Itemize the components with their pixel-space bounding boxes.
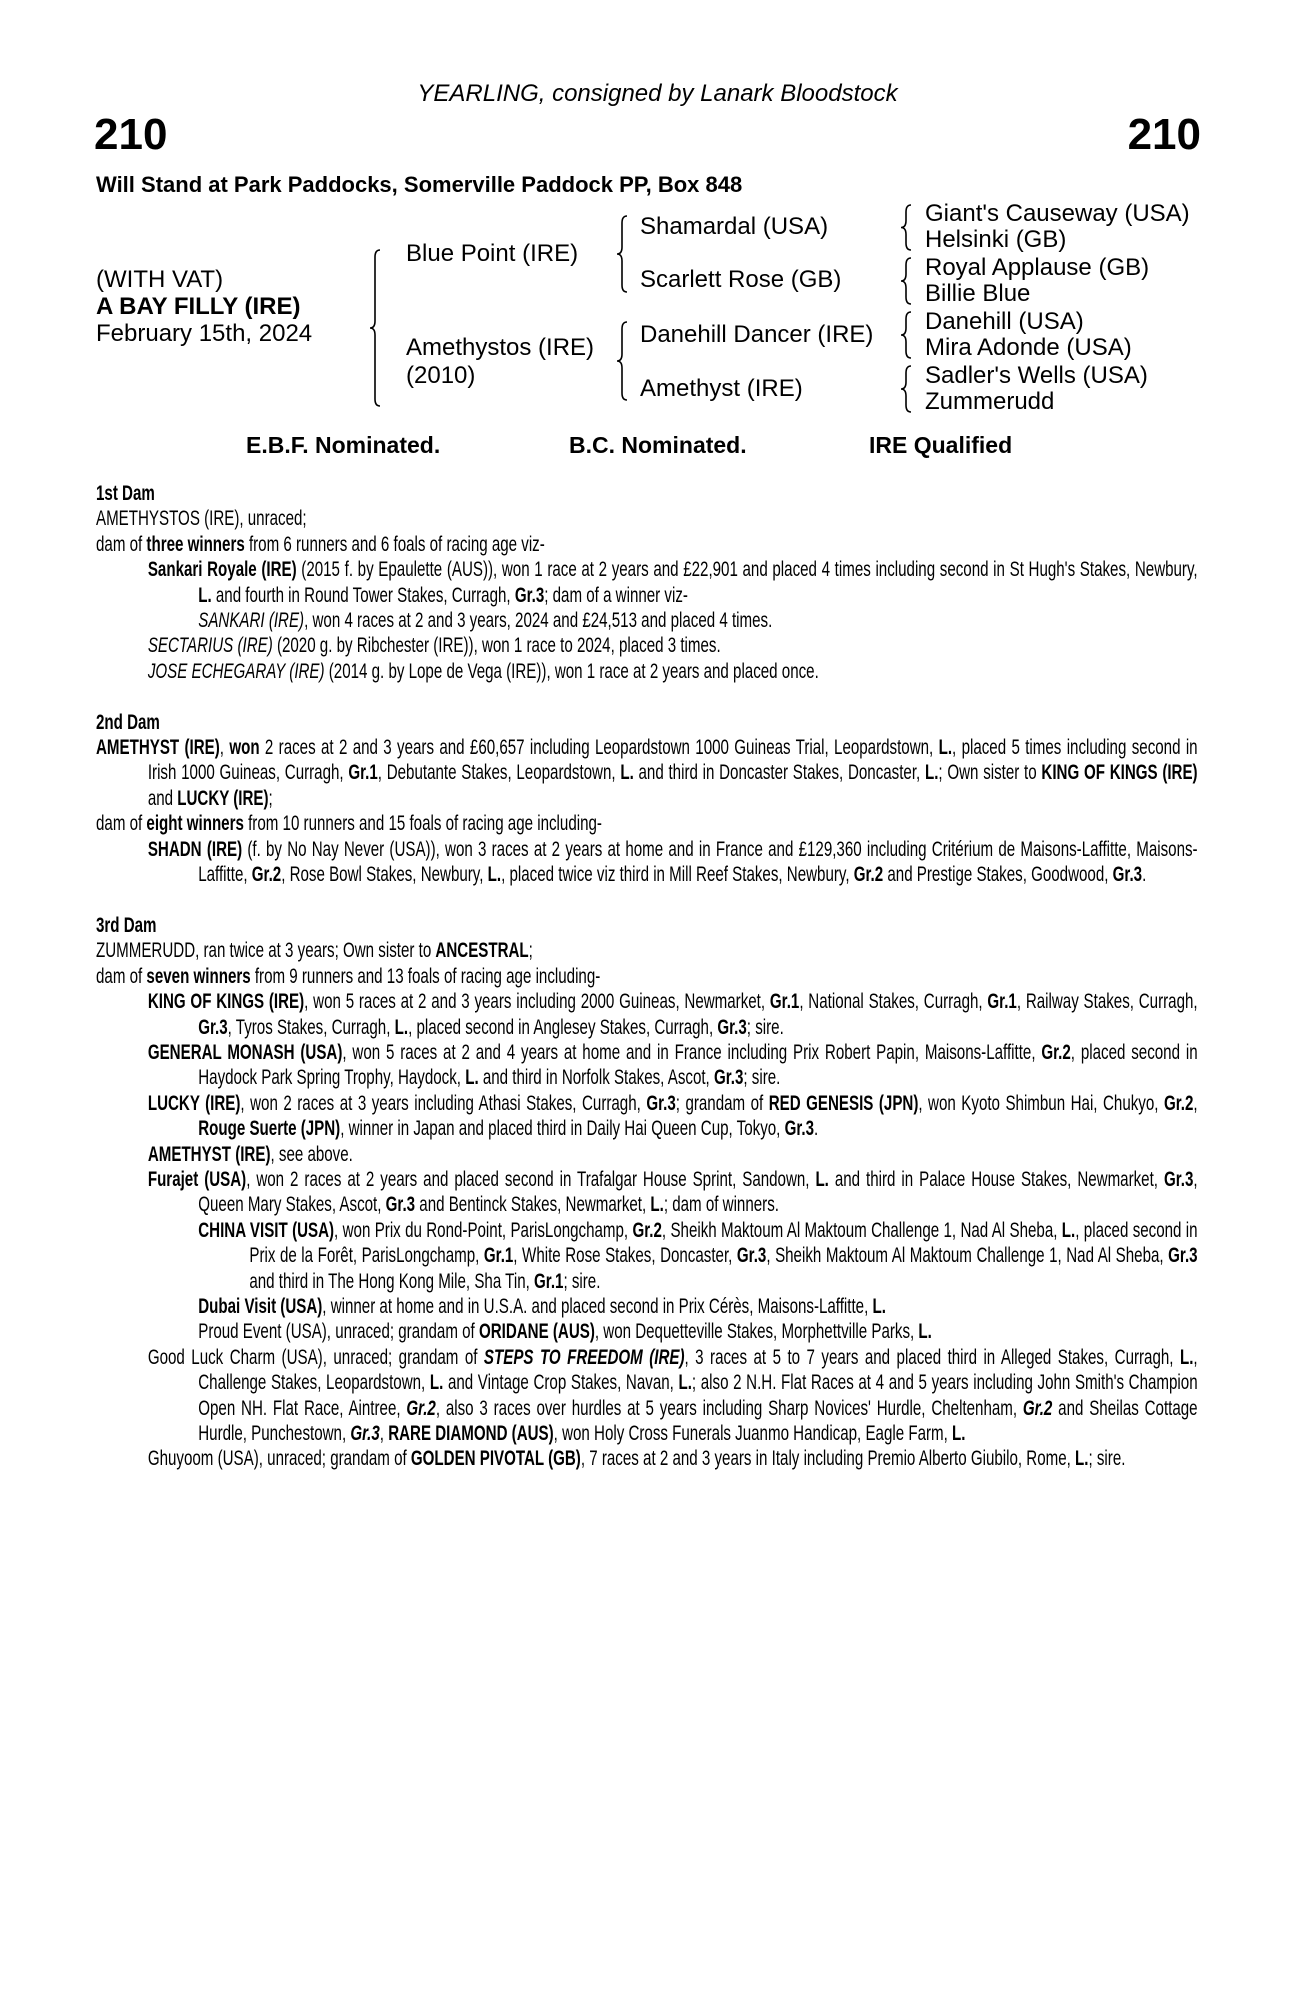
horse-name-text: CHINA VISIT (USA) — [198, 1218, 335, 1242]
text-run: ; also 2 N.H. Flat Races at 4 and 5 years including John Smith's Champion Open NH. Flat Race, Aintree, — [198, 1371, 1198, 1420]
text-run: , won 5 races at 2 and 4 years at home and in France including Prix Robert Papin, Maisons-Laffitte, — [342, 1040, 1042, 1064]
text-run: , Queen Mary Stakes, Ascot, — [198, 1167, 1198, 1217]
text-run: and third in Norfolk Stakes, Ascot, — [478, 1066, 714, 1090]
dam-section — [96, 481, 1198, 684]
text-run: ; sire. — [1088, 1447, 1126, 1471]
pedigree-sire-sire: Shamardal (USA) — [640, 213, 829, 240]
pedigree-paragraph — [96, 608, 1198, 633]
dam-section — [96, 913, 1198, 1472]
horse-name-text: RARE DIAMOND (AUS) — [388, 1422, 554, 1445]
pedigree-paragraph — [96, 837, 1198, 888]
text-run: ; sire. — [563, 1269, 601, 1293]
horse-name-text: GOLDEN PIVOTAL (GB) — [410, 1447, 581, 1471]
pedigree-paragraph — [96, 989, 1198, 1040]
pedigree-paragraph — [96, 557, 1198, 608]
foaling-date: February 15th, 2024 — [96, 320, 313, 347]
text-run: ; grandam of — [675, 1091, 769, 1115]
text-run: , — [219, 736, 230, 760]
horse-name-text: L. — [815, 1167, 829, 1191]
text-run: , Rose Bowl Stakes, Newbury, — [281, 863, 488, 887]
horse-name-text: ANCESTRAL — [435, 939, 529, 963]
pedigree-gen3-7: Sadler's Wells (USA) — [925, 362, 1148, 389]
text-run: , Railway Stakes, Curragh, — [1016, 990, 1198, 1014]
pedigree-paragraph — [96, 1218, 1198, 1294]
text-run: , placed twice viz third in Mill Reef Stakes, Newbury, — [501, 863, 854, 887]
pedigree-paragraph — [96, 1167, 1198, 1218]
text-run: , 7 races at 2 and 3 years in Italy including Premio Alberto Giubilo, Rome, — [580, 1447, 1076, 1471]
horse-name-text: Gr.3 — [736, 1244, 767, 1268]
text-run: , won Dequetteville Stakes, Morphettville Parks, — [594, 1320, 919, 1344]
horse-name-text: GENERAL MONASH (USA) — [147, 1040, 343, 1064]
text-run: , Challenge Stakes, Leopardstown, — [198, 1345, 1198, 1395]
text-run: , Sheikh Maktoum Al Maktoum Challenge 1, Nad Al Sheba, — [766, 1244, 1169, 1268]
horse-name-text: Dubai Visit (USA) — [198, 1294, 323, 1318]
horse-name-text: L. — [924, 761, 939, 785]
text-run: ; dam of winners. — [663, 1193, 779, 1217]
horse-name-text: Gr.2 — [1163, 1091, 1194, 1115]
text-run: (2014 g. by Lope de Vega (IRE)), won 1 race at 2 years and placed once. — [324, 659, 819, 683]
text-run: , also 3 races over hurdles at 5 years including Sharp Novices' Hurdle, Cheltenham, — [435, 1396, 1023, 1420]
bc-nominated: B.C. Nominated. — [569, 432, 747, 458]
horse-name-text: L. — [1061, 1218, 1076, 1242]
pedigree-paragraph — [96, 938, 1198, 963]
text-run: 2 races at 2 and 3 years and £60,657 including Leopardstown 1000 Guineas Trial, Leopardstown, — [259, 736, 939, 760]
pedigree-paragraph — [96, 506, 1198, 531]
pedigree-gen3-4: Billie Blue — [925, 280, 1031, 307]
horse-name-text: Gr.3 — [784, 1117, 814, 1141]
text-run: dam of — [96, 964, 147, 988]
text-run: and third in Palace House Stakes, Newmarket, — [828, 1167, 1164, 1191]
pedigree-paragraph — [96, 532, 1198, 557]
horse-name-text: STEPS TO FREEDOM (IRE) — [483, 1345, 685, 1369]
horse-name-text: Gr.3 — [1168, 1244, 1198, 1268]
brace-icon — [617, 322, 627, 400]
horse-name-text: AMETHYST (IRE) — [147, 1142, 271, 1166]
horse-name-text: Rouge Suerte (JPN) — [198, 1117, 341, 1141]
consignor-line: YEARLING, consigned by Lanark Bloodstock — [417, 80, 898, 107]
text-run: Proud Event (USA), unraced; grandam of — [198, 1320, 479, 1344]
text-run: , won Prix du Rond-Point, ParisLongchamp, — [334, 1218, 633, 1242]
horse-name-text: Gr.3 — [1112, 863, 1143, 887]
text-run: ; sire. — [743, 1066, 781, 1090]
horse-name-text: SANKARI (IRE) — [198, 609, 305, 633]
pedigree-dam-dam: Amethyst (IRE) — [640, 375, 803, 402]
text-run: , placed second in Haydock Park Spring Trophy, Haydock, — [198, 1040, 1198, 1090]
horse-name-text: Gr.2 — [632, 1218, 662, 1242]
text-run: , won Kyoto Shimbun Hai, Chukyo, — [918, 1091, 1164, 1115]
text-run: , — [1193, 1091, 1198, 1115]
text-run: and fourth in Round Tower Stakes, Curragh, — [211, 583, 515, 607]
horse-name-text: Gr.2 — [251, 863, 282, 887]
text-run: . — [813, 1117, 819, 1141]
pedigree-paragraph — [96, 1142, 1198, 1167]
text-run: ; dam of a winner viz- — [544, 583, 688, 607]
horse-name-text: JOSE ECHEGARAY (IRE) — [147, 659, 325, 683]
text-run: (2015 f. by Epaulette (AUS)), won 1 race at 2 years and £22,901 and placed 4 times including second in St Hugh's Stakes, Newbury, — [296, 558, 1198, 582]
pedigree-sire: Blue Point (IRE) — [406, 240, 579, 267]
horse-name-text: LUCKY (IRE) — [147, 1091, 241, 1115]
text-run: and Sheilas Cottage Hurdle, Punchestown, — [198, 1396, 1198, 1445]
horse-name-text: L. — [465, 1066, 479, 1090]
text-run: ; — [528, 939, 533, 963]
horse-name-text: L. — [1179, 1345, 1194, 1369]
brace-icon — [901, 258, 911, 304]
pedigree-paragraph — [96, 1319, 1198, 1344]
section-heading: 2nd Dam — [96, 710, 160, 734]
horse-name-text: Gr.3 — [713, 1066, 744, 1090]
horse-name-text: L. — [918, 1320, 932, 1344]
brace-icon — [901, 366, 911, 412]
dam-section — [96, 710, 1198, 888]
text-run: dam of — [96, 532, 147, 556]
text-run: Good Luck Charm (USA), unraced; grandam of — [147, 1345, 484, 1369]
horse-name-text: KING OF KINGS (IRE) — [1041, 761, 1198, 785]
pedigree-paragraph — [96, 1345, 1198, 1447]
pedigree-gen3-3: Royal Applause (GB) — [925, 254, 1150, 281]
pedigree-dam: Amethystos (IRE) — [406, 334, 595, 361]
pedigree-gen3-6: Mira Adonde (USA) — [925, 334, 1132, 361]
horse-name-text: Sankari Royale (IRE) — [147, 558, 297, 582]
text-run: and third in The Hong Kong Mile, Sha Tin, — [249, 1269, 535, 1293]
text-run: from 10 runners and 15 foals of racing age including- — [243, 812, 602, 836]
brace-icon — [617, 216, 627, 292]
ire-qualified: IRE Qualified — [869, 432, 1013, 458]
horse-name-text: Gr.1 — [769, 990, 800, 1014]
text-run: and Vintage Crop Stakes, Navan, — [443, 1371, 679, 1395]
text-run: (f. by No Nay Never (USA)), won 3 races at 2 years at home and in France and £129,360 including Critérium de Maisons-Laffitte, Maisons-Laffitte, — [198, 837, 1198, 887]
horse-name-text: won — [229, 736, 260, 760]
text-run: , Sheikh Maktoum Al Maktoum Challenge 1, Nad Al Sheba, — [661, 1218, 1062, 1242]
text-run: , won Holy Cross Funerals Juanmo Handicap, Eagle Farm, — [553, 1422, 953, 1445]
horse-name-text: L. — [952, 1422, 966, 1445]
pedigree-gen3-1: Giant's Causeway (USA) — [925, 200, 1190, 227]
text-run: , winner in Japan and placed third in Daily Hai Queen Cup, Tokyo, — [340, 1117, 785, 1141]
text-run: and — [147, 786, 178, 810]
text-run: , placed second in Prix de la Forêt, ParisLongchamp, — [249, 1218, 1198, 1268]
text-run: , National Stakes, Curragh, — [799, 990, 988, 1014]
horse-name-text: Gr.3 — [717, 1015, 747, 1039]
pedigree-paragraph — [96, 1091, 1198, 1142]
horse-name-text: L. — [1075, 1447, 1089, 1471]
brace-icon — [370, 250, 380, 406]
catalogue-body — [96, 481, 1198, 1497]
pedigree-gen3-8: Zummerudd — [925, 388, 1055, 415]
text-run: ; — [268, 786, 273, 810]
horse-name-text: Furajet (USA) — [147, 1167, 247, 1191]
brace-icon — [901, 312, 911, 358]
horse-name-text: Gr.2 — [853, 863, 884, 887]
text-run: , won 5 races at 2 and 3 years including 2000 Guineas, Newmarket, — [304, 990, 770, 1014]
horse-name-text: L. — [487, 863, 502, 887]
horse-name-text: L. — [650, 1193, 664, 1217]
horse-name-text: Gr.3 — [514, 583, 545, 607]
text-run: , 3 races at 5 to 7 years and placed third in Alleged Stakes, Curragh, — [684, 1345, 1180, 1369]
horse-name-text: seven winners — [146, 964, 251, 988]
horse-name-text: AMETHYST (IRE) — [96, 736, 220, 760]
horse-name-text: Gr.3 — [198, 1015, 228, 1039]
pedigree-paragraph — [96, 1446, 1198, 1471]
text-run: , Tyros Stakes, Curragh, — [227, 1015, 395, 1039]
pedigree-paragraph — [96, 735, 1198, 811]
horse-name-text: L. — [872, 1294, 886, 1318]
text-run: from 6 runners and 6 foals of racing age viz- — [244, 532, 545, 556]
ebf-nominated: E.B.F. Nominated. — [246, 432, 441, 458]
text-run: from 9 runners and 13 foals of racing age including- — [250, 964, 601, 988]
pedigree-dam-sire: Danehill Dancer (IRE) — [640, 321, 874, 348]
text-run: ZUMMERUDD, ran twice at 3 years; Own sister to — [96, 939, 436, 963]
text-run: and third in Doncaster Stakes, Doncaster, — [633, 761, 925, 785]
horse-name-text: Gr.1 — [987, 990, 1017, 1014]
text-run: , Debutante Stakes, Leopardstown, — [377, 761, 621, 785]
horse-name-text: KING OF KINGS (IRE) — [147, 990, 305, 1014]
horse-name-text: Gr.2 — [406, 1396, 436, 1420]
horse-name-text: Gr.2 — [1041, 1040, 1071, 1064]
horse-name-text: L. — [938, 736, 953, 760]
horse-name-text: L. — [198, 583, 212, 607]
horse-name-text: ORIDANE (AUS) — [478, 1320, 595, 1344]
text-run: dam of — [96, 812, 147, 836]
pedigree-gen3-5: Danehill (USA) — [925, 308, 1084, 335]
horse-name-text: Gr.3 — [646, 1091, 676, 1115]
vat-note: (WITH VAT) — [96, 266, 224, 293]
text-run: , placed second in Anglesey Stakes, Curragh, — [408, 1015, 718, 1039]
text-run: ; sire. — [746, 1015, 784, 1039]
brace-icon — [901, 205, 911, 250]
text-run: , placed 5 times including second in Irish 1000 Guineas, Curragh, — [147, 736, 1198, 785]
text-run: (2020 g. by Ribchester (IRE)), won 1 race to 2024, placed 3 times. — [272, 634, 721, 658]
horse-name-text: Gr.3 — [350, 1422, 380, 1445]
horse-name-text: eight winners — [146, 812, 244, 836]
text-run: Ghuyoom (USA), unraced; grandam of — [147, 1447, 411, 1471]
pedigree-paragraph — [96, 811, 1198, 836]
pedigree-paragraph — [96, 1040, 1198, 1091]
pedigree-sire-dam: Scarlett Rose (GB) — [640, 266, 842, 293]
horse-name-text: Gr.1 — [534, 1269, 564, 1293]
pedigree-paragraph — [96, 633, 1198, 658]
pedigree-dam-year: (2010) — [406, 362, 476, 389]
horse-name-text: Gr.1 — [483, 1244, 514, 1268]
section-heading: 3rd Dam — [96, 913, 157, 937]
text-run: , see above. — [270, 1142, 353, 1166]
horse-name-text: RED GENESIS (JPN) — [768, 1091, 919, 1115]
horse-name-text: Gr.2 — [1022, 1396, 1053, 1420]
text-run: ; Own sister to — [938, 761, 1042, 785]
horse-name-text: SHADN (IRE) — [147, 837, 243, 861]
text-run: , won 2 races at 2 years and placed second in Trafalgar House Sprint, Sandown, — [246, 1167, 816, 1191]
text-run: and Bentinck Stakes, Newmarket, — [415, 1193, 651, 1217]
horse-name-text: L. — [620, 761, 634, 785]
horse-name-text: L. — [678, 1371, 692, 1395]
horse-name-text: LUCKY (IRE) — [177, 786, 269, 810]
text-run: , won 2 races at 3 years including Athasi Stakes, Curragh, — [240, 1091, 647, 1115]
horse-name: A BAY FILLY (IRE) — [96, 293, 301, 320]
pedigree-paragraph — [96, 1294, 1198, 1319]
text-run: and Prestige Stakes, Goodwood, — [883, 863, 1113, 887]
horse-name-text: Gr.3 — [385, 1193, 416, 1217]
horse-name-text: Gr.3 — [1163, 1167, 1194, 1191]
text-run: . — [1142, 863, 1147, 887]
section-heading: 1st Dam — [96, 482, 155, 505]
pedigree-paragraph — [96, 659, 1198, 684]
horse-name-text: SECTARIUS (IRE) — [147, 634, 273, 658]
text-run: , — [379, 1422, 389, 1445]
text-run: , White Rose Stakes, Doncaster, — [513, 1244, 737, 1268]
stand-location: Will Stand at Park Paddocks, Somerville Paddock PP, Box 848 — [96, 172, 743, 197]
horse-name-text: L. — [394, 1015, 409, 1039]
text-run: , winner at home and in U.S.A. and placed second in Prix Cérès, Maisons-Laffitte, — [322, 1294, 873, 1318]
horse-name-text: three winners — [146, 532, 245, 556]
text-run: , won 4 races at 2 and 3 years, 2024 and £24,513 and placed 4 times. — [304, 609, 773, 633]
lot-number-left: 210 — [94, 110, 168, 159]
pedigree-gen3-2: Helsinki (GB) — [925, 226, 1067, 253]
pedigree-paragraph — [96, 964, 1198, 989]
lot-number-right: 210 — [1127, 110, 1201, 159]
horse-name-text: L. — [429, 1371, 444, 1395]
horse-name-text: Gr.1 — [348, 761, 378, 785]
text-run: AMETHYSTOS (IRE), unraced; — [96, 507, 307, 531]
